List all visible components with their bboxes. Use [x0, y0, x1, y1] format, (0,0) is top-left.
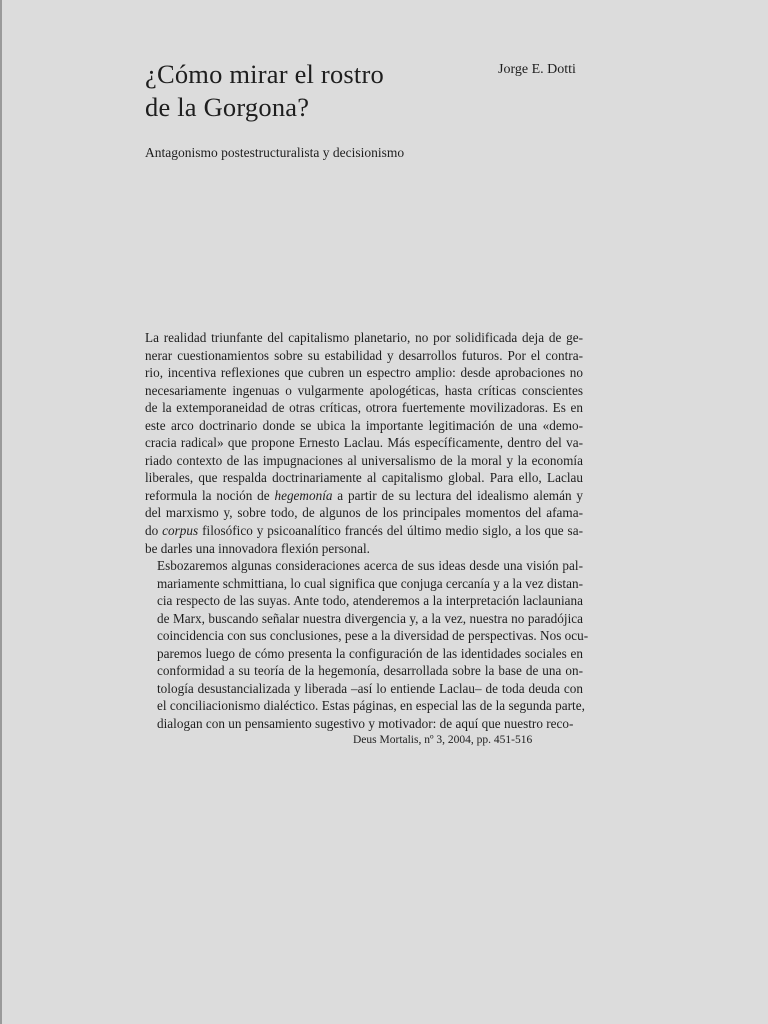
paragraph	[145, 329, 583, 557]
text-line	[145, 504, 583, 522]
text-segment: este arco doctrinario donde se ubica la importante legitimación de una «demo-	[145, 417, 583, 433]
text-segment: de la extemporaneidad de otras críticas, otrora fuertemente movilizadoras. Es en	[145, 400, 583, 416]
text-line	[145, 610, 583, 628]
text-segment: de Marx, buscando señalar nuestra divergencia y, a la vez, nuestra no paradójica	[157, 610, 583, 626]
text-line	[145, 715, 583, 733]
italic-term: hegemonía	[274, 487, 333, 503]
text-segment: conformidad a su teoría de la hegemonía, desarrollada sobre la base de una on-	[157, 663, 583, 679]
paragraph	[145, 557, 589, 732]
text-line	[145, 399, 583, 417]
text-segment: nerar cuestionamientos sobre su estabilidad y desarrollos futuros. Por el contra-	[145, 347, 583, 363]
text-line	[145, 662, 583, 680]
text-segment: el conciliacionismo dialéctico. Estas páginas, en especial las de la segunda parte,	[157, 698, 585, 714]
text-segment: Esbozaremos algunas consideraciones acerca de sus ideas desde una visión pal-	[157, 558, 583, 574]
text-line	[145, 697, 583, 715]
text-segment: tología desustancializada y liberada –así lo entiende Laclau– de toda deuda con	[157, 680, 583, 696]
text-segment: be darles una innovadora flexión personal.	[145, 540, 370, 556]
text-segment: del marxismo y, sobre todo, de algunos de los principales momentos del afama-	[145, 505, 583, 521]
text-line	[145, 434, 583, 452]
article-subtitle: Antagonismo postestructuralista y decisionismo	[145, 145, 405, 160]
text-segment: coincidencia con sus conclusiones, pese a la diversidad de perspectivas. Nos ocu-	[157, 628, 589, 644]
text-segment: a partir de su lectura del idealismo alemán y	[332, 487, 583, 503]
text-line	[145, 347, 583, 365]
text-line	[145, 575, 583, 593]
text-line	[145, 645, 583, 663]
text-segment: dialogan con un pensamiento sugestivo y motivador: de aquí que nuestro reco-	[157, 716, 574, 732]
article-title-line-1: ¿Cómo mirar el rostro	[145, 59, 384, 89]
text-segment: do	[145, 523, 163, 539]
text-line	[145, 452, 583, 470]
text-segment: La realidad triunfante del capitalismo planetario, no por solidificada deja de ge-	[145, 330, 583, 345]
text-segment: filosófico y psicoanalítico francés del último medio siglo, a los que sa-	[198, 523, 583, 539]
text-segment: riado contexto de las impugnaciones al universalismo de la moral y la economía	[145, 452, 583, 468]
text-line	[145, 557, 583, 575]
text-segment: liberales, que respalda doctrinariamente al capitalismo global. Para ello, Laclau	[145, 470, 583, 486]
author-name: Jorge E. Dotti	[498, 62, 576, 77]
text-line	[145, 382, 583, 400]
text-segment: rio, incentiva reflexiones que cubren un espectro amplio: desde aprobaciones no	[145, 365, 583, 381]
text-segment: cracia radical» que propone Ernesto Laclau. Más específicamente, dentro del va-	[145, 435, 583, 451]
text-line	[145, 487, 583, 505]
text-line	[145, 329, 583, 347]
text-line	[145, 680, 583, 698]
text-line	[145, 522, 583, 540]
text-line	[145, 469, 583, 487]
page-scan-edge	[0, 0, 2, 1024]
text-segment: cia respecto de las suyas. Ante todo, atenderemos a la interpretación laclauniana	[157, 593, 583, 609]
article-body	[145, 329, 589, 733]
text-line	[145, 417, 583, 435]
article-title-line-2: de la Gorgona?	[145, 92, 310, 122]
text-segment: necesariamente ingenuas o vulgarmente apologéticas, hasta críticas conscientes	[145, 382, 583, 398]
journal-citation: Deus Mortalis, nº 3, 2004, pp. 451-516	[353, 734, 533, 746]
text-segment: reformula la noción de	[145, 487, 275, 503]
text-line	[145, 592, 583, 610]
text-line	[145, 627, 589, 645]
text-segment: mariamente schmittiana, lo cual significa que conjuga cercanía y a la vez distan-	[157, 575, 584, 591]
text-segment: paremos luego de cómo presenta la configuración de las identidades sociales en	[157, 645, 583, 661]
text-line	[145, 364, 583, 382]
italic-term: corpus	[162, 523, 199, 539]
article-title	[145, 58, 475, 124]
text-line	[145, 540, 583, 558]
